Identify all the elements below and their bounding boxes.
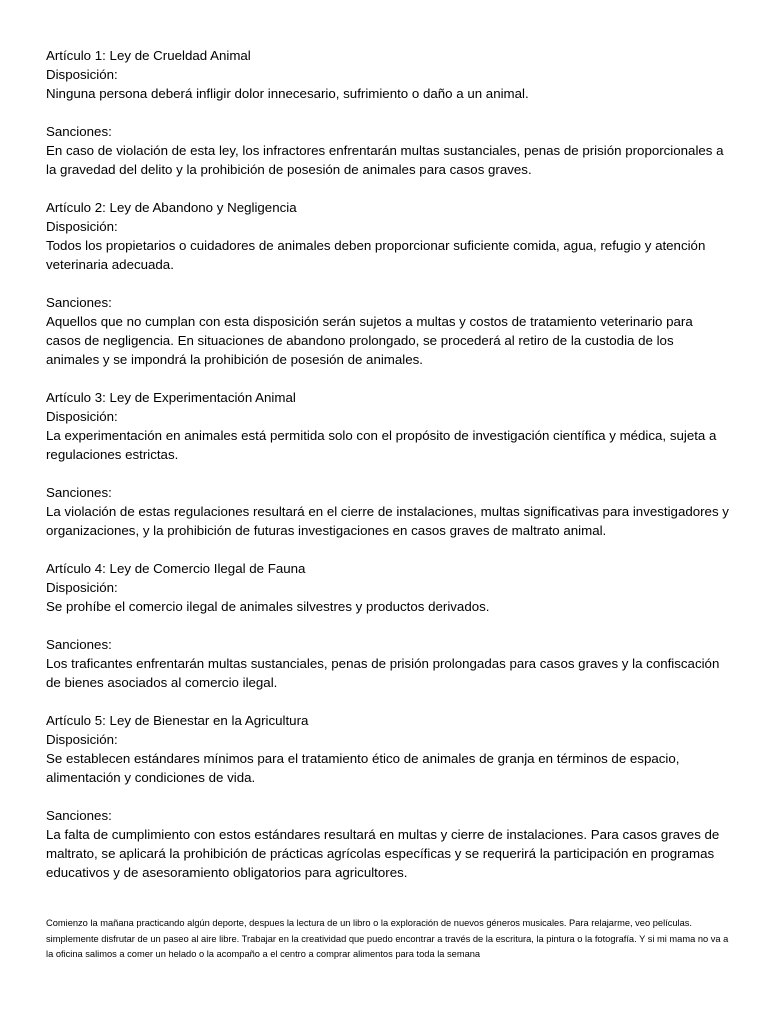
article-4: [46, 559, 730, 692]
disposicion-text: La experimentación en animales está permitida solo con el propósito de investigación científica y médica, sujeta a regulaciones estrictas.: [46, 428, 717, 462]
sanciones-text: Aquellos que no cumplan con esta disposición serán sujetos a multas y costos de tratamiento veterinario para casos de negligencia. En situaciones de abandono prolongado, se procederá al retiro de la custodia de los animales y se impondrá la prohibición de posesión de animales.: [46, 314, 693, 367]
disposicion-label: Disposición:: [46, 580, 118, 595]
article-title: Artículo 2: Ley de Abandono y Negligencia: [46, 200, 297, 215]
article-title: Artículo 4: Ley de Comercio Ilegal de Fauna: [46, 561, 306, 576]
disposicion-label: Disposición:: [46, 67, 118, 82]
disposicion-text: Se prohíbe el comercio ilegal de animales silvestres y productos derivados.: [46, 599, 490, 614]
disposicion-text: Ninguna persona deberá infligir dolor innecesario, sufrimiento o daño a un animal.: [46, 86, 529, 101]
article-title: Artículo 3: Ley de Experimentación Animal: [46, 390, 296, 405]
article-3: [46, 388, 730, 540]
sanciones-text: La violación de estas regulaciones resultará en el cierre de instalaciones, multas significativas para investigadores y organizaciones, y la prohibición de futuras investigaciones en casos graves de maltrato animal.: [46, 504, 729, 538]
disposicion-label: Disposición:: [46, 409, 118, 424]
disposicion-text: Todos los propietarios o cuidadores de animales deben proporcionar suficiente comida, agua, refugio y atención veterinaria adecuada.: [46, 238, 706, 272]
disposicion-text: Se establecen estándares mínimos para el tratamiento ético de animales de granja en términos de espacio, alimentación y condiciones de vida.: [46, 751, 680, 785]
sanciones-label: Sanciones:: [46, 295, 112, 310]
article-title: Artículo 1: Ley de Crueldad Animal: [46, 48, 251, 63]
sanciones-text: En caso de violación de esta ley, los infractores enfrentarán multas sustanciales, penas de prisión proporcionales a la gravedad del delito y la prohibición de posesión de animales para casos graves.: [46, 143, 724, 177]
spacer: [46, 616, 730, 635]
document-body: [46, 46, 730, 901]
spacer: [46, 464, 730, 483]
sanciones-label: Sanciones:: [46, 637, 112, 652]
sanciones-label: Sanciones:: [46, 485, 112, 500]
sanciones-label: Sanciones:: [46, 808, 112, 823]
sanciones-text: La falta de cumplimiento con estos estándares resultará en multas y cierre de instalaciones. Para casos graves de maltrato, se aplicará la prohibición de prácticas agrícolas específicas y se requerirá la participación en programas educativos y de asesoramiento obligatorios para agricultores.: [46, 827, 720, 880]
spacer: [46, 787, 730, 806]
article-5: [46, 711, 730, 882]
sanciones-text: Los traficantes enfrentarán multas sustanciales, penas de prisión prolongadas para casos graves y la confiscación de bienes asociados al comercio ilegal.: [46, 656, 720, 690]
article-1: [46, 46, 730, 179]
sanciones-label: Sanciones:: [46, 124, 112, 139]
disposicion-label: Disposición:: [46, 732, 118, 747]
disposicion-label: Disposición:: [46, 219, 118, 234]
footer-note: Comienzo la mañana practicando algún deporte, despues la lectura de un libro o la exploración de nuevos géneros musicales. Para relajarme, veo películas. simplemente disfrutar de un paseo al aire libre. Trabajar en la creatividad que puedo encontrar a través de la escritura, la pintura o la fotografía. Y si mi mama no va a la oficina salimos a comer un helado o la acompaño a el centro a comprar alimentos para toda la semana: [46, 918, 729, 959]
spacer: [46, 103, 730, 122]
article-2: [46, 198, 730, 369]
spacer: [46, 274, 730, 293]
article-title: Artículo 5: Ley de Bienestar en la Agricultura: [46, 713, 309, 728]
